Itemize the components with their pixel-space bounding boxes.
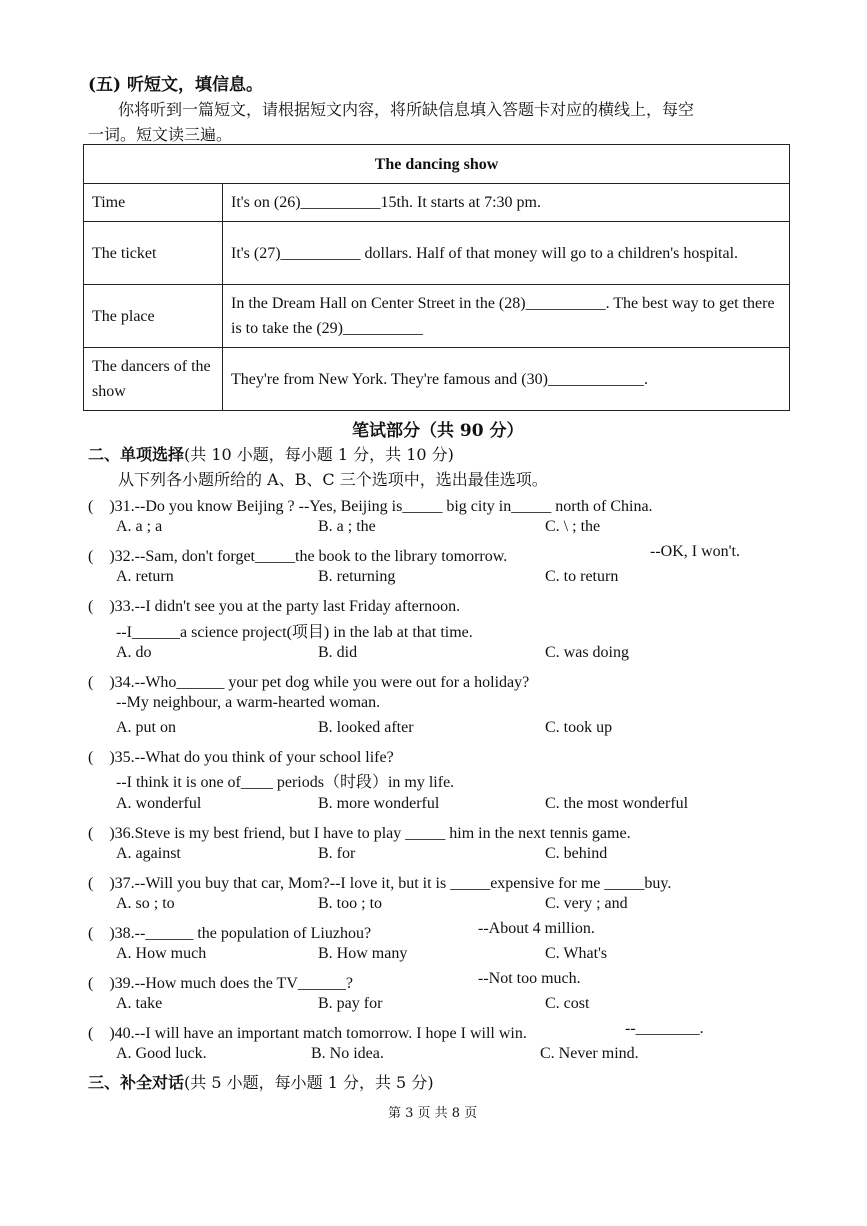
row-content: They're from New York. They're famous and (30)____________. <box>223 348 790 411</box>
q31-option-b: B. a ; the <box>318 518 376 535</box>
q35-option-a: A. wonderful <box>116 795 202 812</box>
section-2-title: 二、单项选择 <box>88 445 185 464</box>
table-row <box>84 184 790 222</box>
question-33-line2: --I______a science project(项目) in the lab at that time. <box>116 624 473 641</box>
question-33: ( )33.--I didn't see you at the party last Friday afternoon. <box>88 598 461 615</box>
question-40: ( )40.--I will have an important match tomorrow. I hope I will win. <box>88 1025 527 1042</box>
q37-option-b: B. too ; to <box>318 895 383 912</box>
question-32: ( )32.--Sam, don't forget_____the book to the library tomorrow. <box>88 548 508 565</box>
question-38: ( )38.--______ the population of Liuzhou? <box>88 925 372 942</box>
q36-option-b: B. for <box>318 845 356 862</box>
written-part-title: 笔试部分（共 90 分） <box>352 421 524 441</box>
q32-option-c: C. to return <box>545 568 619 585</box>
question-35-line2: --I think it is one of____ periods（时段）in my life. <box>116 774 455 791</box>
q34-option-c: C. took up <box>545 719 613 736</box>
q33-option-b: B. did <box>318 644 358 661</box>
section-3-title: 三、补全对话 <box>88 1073 185 1092</box>
q40-option-b: B. No idea. <box>311 1045 384 1062</box>
question-39: ( )39.--How much does the TV______? <box>88 975 353 992</box>
q36-option-a: A. against <box>116 845 181 862</box>
q34-option-b: B. looked after <box>318 719 414 736</box>
row-content: It's (27)__________ dollars. Half of that money will go to a children's hospital. <box>223 222 790 285</box>
question-37: ( )37.--Will you buy that car, Mom?--I love it, but it is _____expensive for me _____buy. <box>88 875 672 892</box>
section-2-heading <box>88 442 454 465</box>
q32-option-b: B. returning <box>318 568 396 585</box>
page-number: 第 3 页 共 8 页 <box>388 1106 478 1121</box>
question-35: ( )35.--What do you think of your school life? <box>88 749 394 766</box>
q39-option-c: C. cost <box>545 995 590 1012</box>
row-label: The place <box>84 285 223 348</box>
q33-option-a: A. do <box>116 644 152 661</box>
question-32-reply: --OK, I won't. <box>650 543 740 560</box>
section-5-instruction-line1: 你将听到一篇短文，请根据短文内容，将所缺信息填入答题卡对应的横线上，每空 <box>118 100 695 119</box>
q37-option-c: C. very ; and <box>545 895 628 912</box>
question-31: ( )31.--Do you know Beijing ? --Yes, Beijing is_____ big city in_____ north of China. <box>88 498 653 515</box>
q31-option-a: A. a ; a <box>116 518 163 535</box>
q38-option-b: B. How many <box>318 945 408 962</box>
q38-option-c: C. What's <box>545 945 608 962</box>
q39-option-b: B. pay for <box>318 995 383 1012</box>
row-label: The dancers of the show <box>84 348 223 411</box>
section-2-score: (共 10 小题，每小题 1 分，共 10 分) <box>184 445 454 464</box>
row-content: In the Dream Hall on Center Street in the (28)__________. The best way to get there is to take the (29)__________ <box>223 285 790 348</box>
question-39-reply: --Not too much. <box>478 970 581 987</box>
question-34: ( )34.--Who______ your pet dog while you were out for a holiday? <box>88 674 530 691</box>
section-5-instruction-line2: 一词。短文读三遍。 <box>88 125 233 144</box>
q37-option-a: A. so ; to <box>116 895 175 912</box>
row-label: The ticket <box>84 222 223 285</box>
section-5-title: (五) 听短文，填信息。 <box>88 75 264 95</box>
q38-option-a: A. How much <box>116 945 207 962</box>
dancing-show-table <box>83 144 790 411</box>
section-2-instruction: 从下列各小题所给的 A、B、C 三个选项中，选出最佳选项。 <box>118 470 548 489</box>
section-3-score: (共 5 小题，每小题 1 分，共 5 分) <box>184 1073 434 1092</box>
section-3-heading <box>88 1070 434 1093</box>
q39-option-a: A. take <box>116 995 163 1012</box>
table-row <box>84 285 790 348</box>
question-38-reply: --About 4 million. <box>478 920 595 937</box>
q34-option-a: A. put on <box>116 719 176 736</box>
question-40-reply: --________. <box>625 1020 704 1037</box>
row-content: It's on (26)__________15th. It starts at 7:30 pm. <box>223 184 790 222</box>
q33-option-c: C. was doing <box>545 644 629 661</box>
q40-option-a: A. Good luck. <box>116 1045 207 1062</box>
table-header: The dancing show <box>84 145 790 184</box>
q35-option-b: B. more wonderful <box>318 795 440 812</box>
q40-option-c: C. Never mind. <box>540 1045 639 1062</box>
question-36: ( )36.Steve is my best friend, but I have to play _____ him in the next tennis game. <box>88 825 631 842</box>
q36-option-c: C. behind <box>545 845 608 862</box>
q35-option-c: C. the most wonderful <box>545 795 689 812</box>
q32-option-a: A. return <box>116 568 174 585</box>
row-label: Time <box>84 184 223 222</box>
table-row <box>84 348 790 411</box>
question-34-line2: --My neighbour, a warm-hearted woman. <box>116 694 381 711</box>
q31-option-c: C. \ ; the <box>545 518 601 535</box>
table-row <box>84 222 790 285</box>
